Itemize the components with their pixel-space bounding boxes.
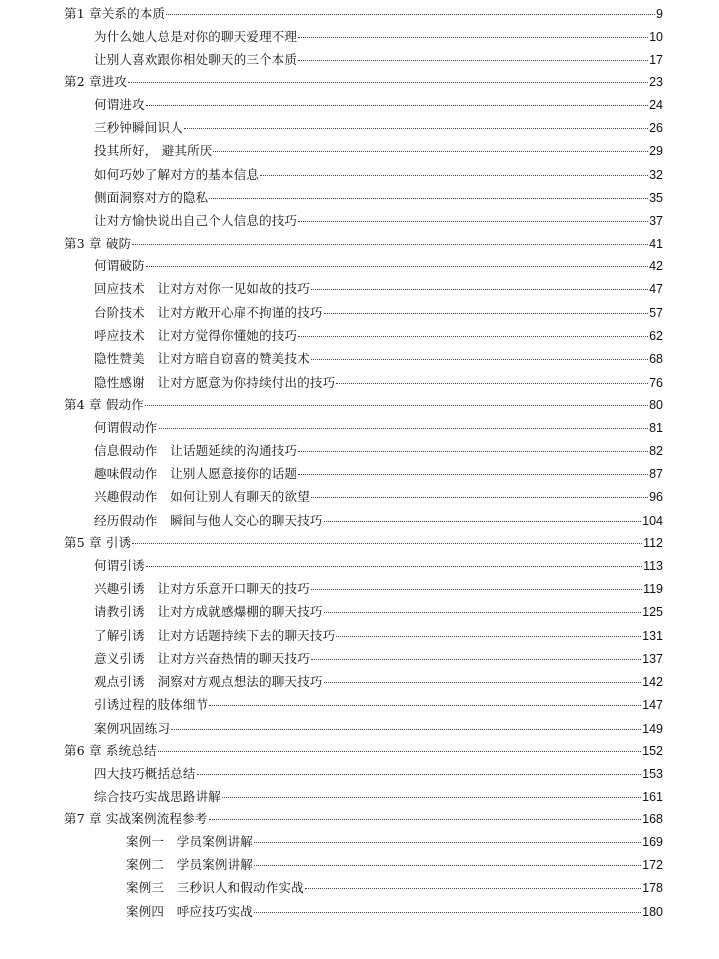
toc-dot-leader (311, 497, 648, 498)
toc-entry-title: 第3 章 破防 (64, 235, 132, 251)
toc-dot-leader (213, 151, 648, 152)
toc-section-entry[interactable] (0, 163, 663, 186)
toc-dot-leader (222, 797, 641, 798)
toc-entry-page-number: 23 (649, 75, 663, 90)
toc-section-entry[interactable] (0, 116, 663, 139)
toc-dot-leader (298, 336, 648, 337)
toc-entry-title: 兴趣假动作 如何让别人有聊天的欲望 (94, 489, 310, 505)
toc-entry-page-number: 81 (649, 420, 663, 435)
toc-entry-title: 隐性赞美 让对方暗自窃喜的赞美技术 (94, 351, 310, 367)
toc-dot-leader (171, 729, 641, 730)
toc-section-entry[interactable] (0, 785, 663, 808)
toc-section-entry[interactable] (0, 600, 663, 623)
toc-entry-title: 四大技巧概括总结 (94, 765, 196, 781)
toc-entry-page-number: 113 (643, 558, 663, 573)
toc-section-entry[interactable] (0, 139, 663, 162)
toc-section-entry[interactable] (0, 577, 663, 600)
toc-entry-title: 让别人喜欢跟你相处聊天的三个本质 (94, 51, 298, 67)
toc-entry-title: 第1 章关系的本质 (64, 6, 166, 21)
toc-dot-leader (132, 543, 642, 544)
toc-dot-leader (159, 428, 649, 429)
toc-section-entry[interactable] (0, 301, 663, 324)
toc-dot-leader (146, 566, 642, 567)
toc-entry-page-number: 178 (642, 881, 663, 896)
toc-entry-page-number: 96 (649, 490, 663, 505)
toc-entry-page-number: 26 (649, 121, 663, 136)
toc-chapter-entry[interactable] (0, 3, 663, 25)
toc-dot-leader (209, 705, 641, 706)
toc-chapter-entry[interactable] (0, 233, 663, 255)
toc-entry-page-number: 180 (642, 904, 663, 919)
toc-dot-leader (197, 774, 642, 775)
toc-entry-page-number: 119 (643, 581, 663, 596)
toc-entry-page-number: 82 (649, 443, 663, 458)
toc-entry-page-number: 172 (642, 858, 663, 873)
toc-entry-page-number: 137 (642, 651, 663, 666)
toc-entry-title: 如何巧妙了解对方的基本信息 (94, 166, 260, 182)
toc-entry-page-number: 42 (649, 259, 663, 274)
toc-entry-page-number: 76 (649, 375, 663, 390)
toc-dot-leader (298, 60, 648, 61)
toc-entry-page-number: 104 (642, 513, 663, 528)
toc-entry-page-number: 87 (649, 467, 663, 482)
toc-dot-leader (254, 865, 641, 866)
toc-section-entry[interactable] (0, 647, 663, 670)
toc-dot-leader (311, 589, 642, 590)
toc-entry-page-number: 152 (642, 743, 663, 758)
toc-dot-leader (298, 474, 648, 475)
toc-entry-title: 三秒钟瞬间识人 (94, 120, 183, 136)
toc-case-entry[interactable] (0, 876, 663, 899)
toc-entry-title: 投其所好， 避其所厌 (94, 143, 213, 159)
toc-entry-page-number: 169 (642, 834, 663, 849)
toc-entry-title: 趣味假动作 让别人愿意接你的话题 (94, 466, 298, 482)
toc-section-entry[interactable] (0, 762, 663, 785)
toc-entry-page-number: 147 (642, 698, 663, 713)
toc-entry-title: 案例三 三秒识人和假动作实战 (126, 880, 304, 896)
toc-entry-title: 意义引诱 让对方兴奋热情的聊天技巧 (94, 650, 310, 666)
toc-dot-leader (298, 451, 648, 452)
toc-entry-page-number: 32 (649, 167, 663, 182)
toc-entry-title: 呼应技术 让对方觉得你懂她的技巧 (94, 328, 298, 344)
toc-entry-title: 隐性感谢 让对方愿意为你持续付出的技巧 (94, 374, 336, 390)
toc-dot-leader (146, 266, 648, 267)
toc-entry-page-number: 47 (649, 282, 663, 297)
toc-entry-page-number: 142 (642, 675, 663, 690)
toc-dot-leader (166, 14, 655, 15)
toc-section-entry[interactable] (0, 324, 663, 347)
toc-entry-page-number: 62 (649, 329, 663, 344)
toc-case-entry[interactable] (0, 830, 663, 853)
toc-dot-leader (128, 82, 648, 83)
toc-dot-leader (145, 405, 648, 406)
toc-dot-leader (324, 313, 648, 314)
toc-entry-title: 案例一 学员案例讲解 (126, 833, 254, 849)
toc-entry-title: 综合技巧实战思路讲解 (94, 788, 222, 804)
toc-entry-page-number: 41 (649, 236, 663, 251)
toc-entry-title: 案例巩固练习 (94, 720, 171, 736)
toc-case-entry[interactable] (0, 853, 663, 876)
toc-section-entry[interactable] (0, 347, 663, 370)
toc-entry-page-number: 125 (642, 605, 663, 620)
toc-dot-leader (132, 244, 648, 245)
toc-section-entry[interactable] (0, 717, 663, 740)
toc-entry-title: 第5 章 引诱 (64, 535, 132, 551)
toc-section-entry[interactable] (0, 25, 663, 48)
toc-section-entry[interactable] (0, 416, 663, 439)
toc-section-entry[interactable] (0, 485, 663, 508)
toc-section-entry[interactable] (0, 93, 663, 116)
toc-dot-leader (298, 37, 648, 38)
toc-entry-page-number: 17 (649, 52, 663, 67)
toc-dot-leader (324, 682, 642, 683)
toc-dot-leader (146, 105, 648, 106)
toc-dot-leader (311, 659, 641, 660)
toc-chapter-entry[interactable] (0, 71, 663, 93)
toc-entry-page-number: 131 (642, 628, 663, 643)
toc-entry-title: 侧面洞察对方的隐私 (94, 189, 209, 205)
toc-entry-page-number: 153 (642, 766, 663, 781)
toc-dot-leader (254, 842, 641, 843)
toc-entry-page-number: 37 (649, 214, 663, 229)
toc-entry-title: 兴趣引诱 让对方乐意开口聊天的技巧 (94, 580, 310, 596)
toc-dot-leader (184, 128, 648, 129)
toc-section-entry[interactable] (0, 670, 663, 693)
toc-section-entry[interactable] (0, 509, 663, 532)
toc-section-entry[interactable] (0, 462, 663, 485)
toc-entry-page-number: 149 (642, 721, 663, 736)
toc-chapter-entry[interactable] (0, 740, 663, 762)
toc-entry-title: 为什么她人总是对你的聊天爱理不理 (94, 28, 298, 44)
toc-entry-title: 何谓假动作 (94, 419, 158, 435)
toc-section-entry[interactable] (0, 693, 663, 716)
toc-entry-title: 经历假动作 瞬间与他人交心的聊天技巧 (94, 512, 323, 528)
table-of-contents (0, 3, 719, 923)
toc-dot-leader (324, 612, 642, 613)
toc-entry-title: 第7 章 实战案例流程参考 (64, 811, 208, 827)
toc-entry-title: 案例四 呼应技巧实战 (126, 903, 254, 919)
toc-section-entry[interactable] (0, 209, 663, 232)
toc-dot-leader (158, 751, 641, 752)
toc-entry-page-number: 168 (642, 812, 663, 827)
toc-chapter-entry[interactable] (0, 532, 663, 554)
toc-entry-title: 引诱过程的肢体细节 (94, 697, 209, 713)
toc-entry-title: 让对方愉快说出自己个人信息的技巧 (94, 213, 298, 229)
toc-entry-title: 第4 章 假动作 (64, 396, 144, 412)
toc-dot-leader (209, 819, 642, 820)
toc-entry-page-number: 24 (649, 97, 663, 112)
toc-entry-title: 何谓进攻 (94, 96, 145, 112)
toc-chapter-entry[interactable] (0, 394, 663, 416)
toc-dot-leader (336, 636, 641, 637)
toc-dot-leader (311, 289, 648, 290)
toc-entry-title: 何谓引诱 (94, 557, 145, 573)
toc-entry-title: 第2 章进攻 (64, 74, 128, 90)
toc-section-entry[interactable] (0, 624, 663, 647)
toc-entry-page-number: 29 (649, 144, 663, 159)
toc-entry-title: 回应技术 让对方对你一见如故的技巧 (94, 281, 310, 297)
toc-entry-page-number: 80 (649, 397, 663, 412)
toc-entry-title: 何谓破防 (94, 258, 145, 274)
toc-chapter-entry[interactable] (0, 808, 663, 830)
toc-section-entry[interactable] (0, 48, 663, 71)
toc-entry-title: 案例二 学员案例讲解 (126, 857, 254, 873)
toc-dot-leader (298, 221, 648, 222)
toc-entry-title: 信息假动作 让话题延续的沟通技巧 (94, 442, 298, 458)
toc-dot-leader (254, 912, 641, 913)
toc-dot-leader (336, 383, 648, 384)
toc-section-entry[interactable] (0, 254, 663, 277)
toc-dot-leader (324, 521, 642, 522)
toc-dot-leader (311, 359, 648, 360)
toc-section-entry[interactable] (0, 186, 663, 209)
toc-entry-page-number: 112 (643, 536, 663, 551)
toc-entry-page-number: 68 (649, 352, 663, 367)
toc-entry-page-number: 35 (649, 190, 663, 205)
toc-entry-page-number: 161 (642, 789, 663, 804)
toc-section-entry[interactable] (0, 439, 663, 462)
toc-entry-page-number: 57 (649, 305, 663, 320)
toc-section-entry[interactable] (0, 277, 663, 300)
toc-case-entry[interactable] (0, 900, 663, 923)
toc-dot-leader (305, 888, 641, 889)
toc-dot-leader (260, 175, 648, 176)
toc-entry-title: 了解引诱 让对方话题持续下去的聊天技巧 (94, 627, 336, 643)
toc-section-entry[interactable] (0, 371, 663, 394)
toc-entry-page-number: 10 (649, 29, 663, 44)
toc-entry-title: 第6 章 系统总结 (64, 742, 157, 758)
toc-entry-title: 请教引诱 让对方成就感爆棚的聊天技巧 (94, 604, 323, 620)
toc-section-entry[interactable] (0, 554, 663, 577)
toc-entry-title: 观点引诱 洞察对方观点想法的聊天技巧 (94, 674, 323, 690)
toc-entry-title: 台阶技术 让对方敞开心扉不拘谨的技巧 (94, 304, 323, 320)
toc-dot-leader (209, 198, 648, 199)
toc-entry-page-number: 9 (656, 7, 663, 21)
